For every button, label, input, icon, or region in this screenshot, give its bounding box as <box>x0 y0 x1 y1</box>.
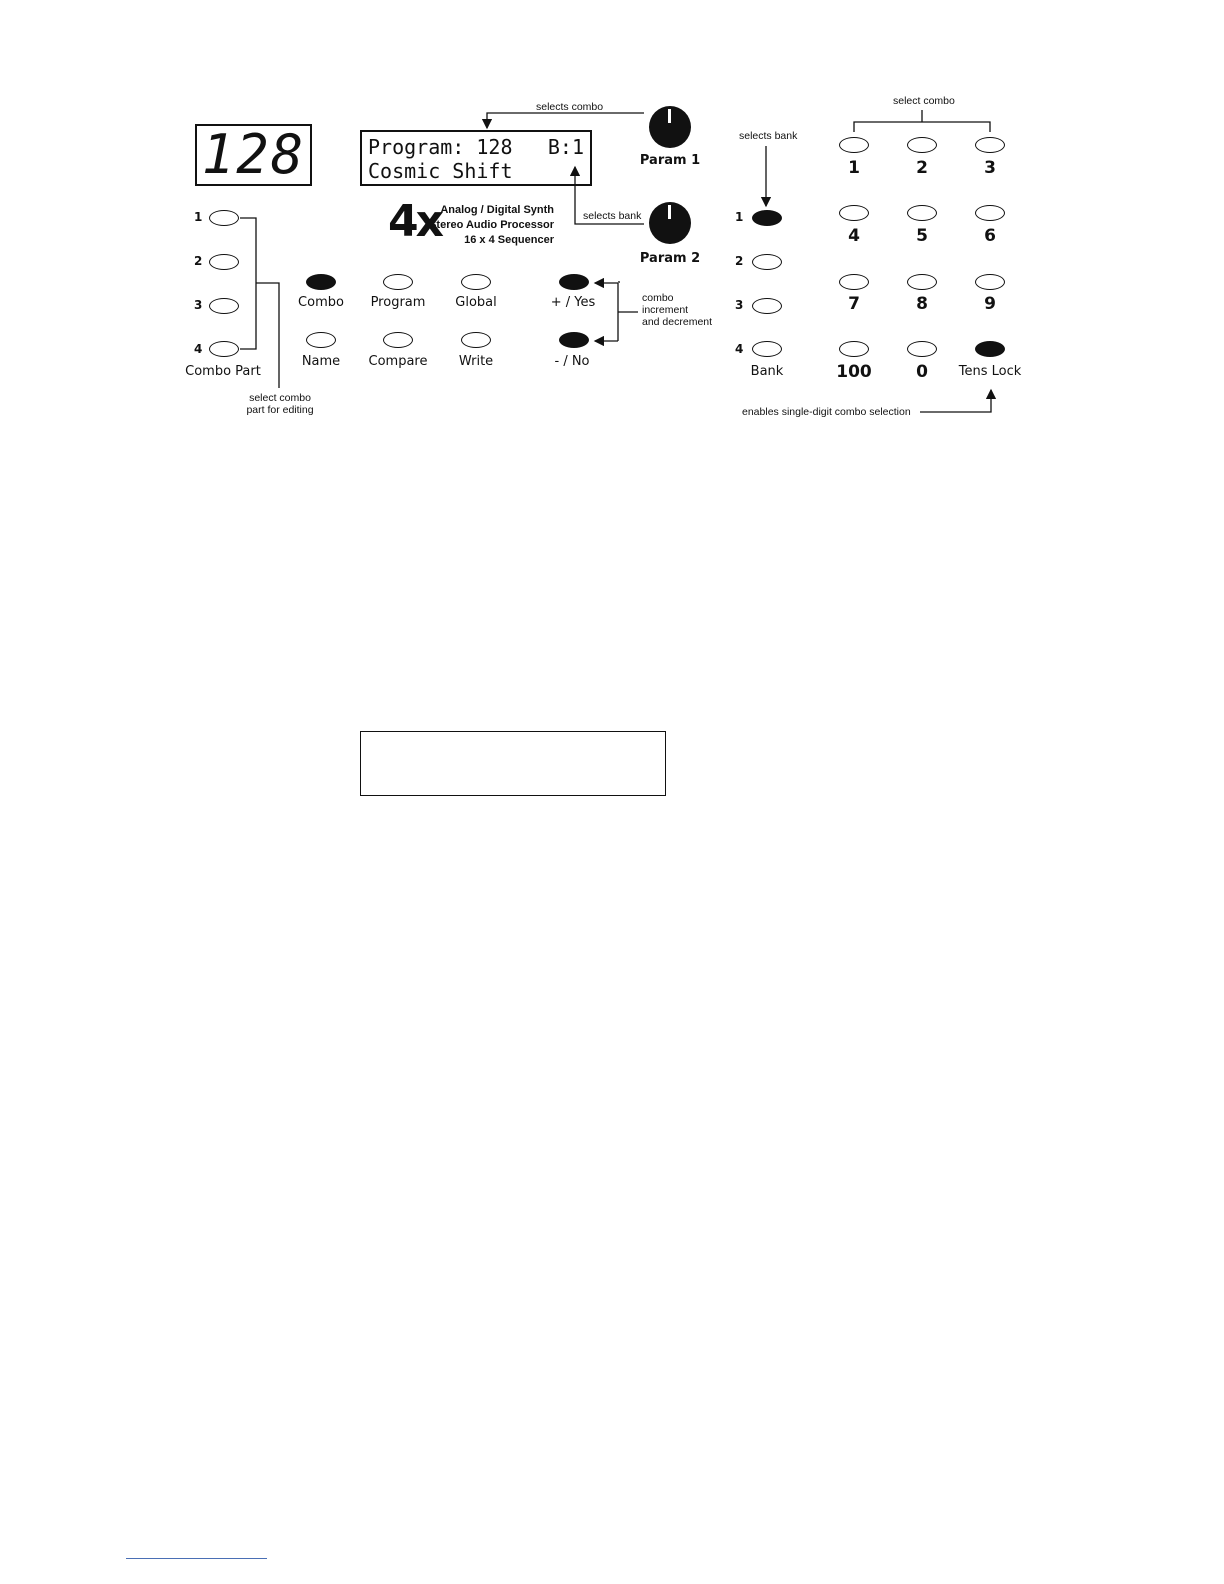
annotation-combo-inc-dec-line-1: combo <box>642 292 674 304</box>
numpad-3-label: 3 <box>984 158 996 178</box>
numpad-5-label: 5 <box>916 226 928 246</box>
combo-part-number-2: 2 <box>194 254 203 268</box>
compare-button[interactable] <box>383 332 413 348</box>
annotation-combo-inc-dec-line-3: and decrement <box>642 316 713 328</box>
annotation-select-combo: select combo <box>893 95 955 107</box>
tens-lock-button[interactable] <box>975 341 1005 357</box>
logo-tagline-2: Stereo Audio Processor <box>429 219 554 231</box>
write-button[interactable] <box>461 332 491 348</box>
numpad-9-label: 9 <box>984 294 996 314</box>
numpad-8-button[interactable] <box>907 274 937 290</box>
combo-button[interactable] <box>306 274 336 290</box>
footnote-divider <box>126 1558 267 1559</box>
segment-display <box>195 124 312 186</box>
numpad-3-button[interactable] <box>975 137 1005 153</box>
bank-3-button[interactable] <box>752 298 782 314</box>
numpad-7-button[interactable] <box>839 274 869 290</box>
plus-yes-button[interactable] <box>559 274 589 290</box>
logo-tagline-1: Analog / Digital Synth <box>440 204 554 216</box>
combo-part-number-3: 3 <box>194 298 203 312</box>
bank-4-button[interactable] <box>752 341 782 357</box>
program-button-label: Program <box>370 295 426 310</box>
numpad-0-label: 0 <box>916 362 928 382</box>
param2-label: Param 2 <box>639 251 701 266</box>
logo-mark: 4x <box>388 196 441 247</box>
numpad-1-button[interactable] <box>839 137 869 153</box>
program-button[interactable] <box>383 274 413 290</box>
plus-yes-button-label: + / Yes <box>550 295 596 310</box>
tens-lock-label: Tens Lock <box>958 364 1022 379</box>
combo-part-label: Combo Part <box>185 364 261 379</box>
numpad-100-label: 100 <box>836 362 872 382</box>
numpad-8-label: 8 <box>916 294 928 314</box>
segment-display-value: 128 <box>201 123 306 186</box>
numpad-4-button[interactable] <box>839 205 869 221</box>
bank-number-2: 2 <box>735 254 744 268</box>
numpad-100-button[interactable] <box>839 341 869 357</box>
combo-part-2-button[interactable] <box>209 254 239 270</box>
logo-tagline-3: 16 x 4 Sequencer <box>464 234 554 246</box>
annotation-combo-inc-dec-line-2: increment <box>642 304 689 316</box>
global-button[interactable] <box>461 274 491 290</box>
param1-knob[interactable] <box>649 106 691 148</box>
combo-part-3-button[interactable] <box>209 298 239 314</box>
name-button-label: Name <box>301 354 341 369</box>
annotation-tens-lock: enables single-digit combo selection <box>742 406 911 418</box>
bank-number-4: 4 <box>735 342 744 356</box>
numpad-9-button[interactable] <box>975 274 1005 290</box>
numpad-5-button[interactable] <box>907 205 937 221</box>
param2-knob[interactable] <box>649 202 691 244</box>
combo-part-number-4: 4 <box>194 342 203 356</box>
compare-button-label: Compare <box>368 354 428 369</box>
bank-2-button[interactable] <box>752 254 782 270</box>
lcd-line-2: Cosmic Shift <box>368 159 513 183</box>
write-button-label: Write <box>458 354 494 369</box>
numpad-4-label: 4 <box>848 226 860 246</box>
annotation-select-combo-part-line-1: select combo <box>249 392 311 404</box>
param1-label: Param 1 <box>639 153 701 168</box>
global-button-label: Global <box>455 295 497 310</box>
annotation-selects-bank-knob: selects bank <box>583 210 642 222</box>
bank-label: Bank <box>750 364 784 379</box>
numpad-6-label: 6 <box>984 226 996 246</box>
lcd-screen <box>360 130 592 186</box>
lcd-line-1: Program: 128 <box>368 135 513 159</box>
annotation-select-combo-part-line-2: part for editing <box>246 404 314 416</box>
minus-no-button-label: - / No <box>554 354 590 369</box>
bank-number-1: 1 <box>735 210 744 224</box>
name-button[interactable] <box>306 332 336 348</box>
bank-number-3: 3 <box>735 298 744 312</box>
combo-button-label: Combo <box>298 295 344 310</box>
numpad-2-button[interactable] <box>907 137 937 153</box>
numpad-7-label: 7 <box>848 294 860 314</box>
annotation-select-combo-part <box>246 392 314 416</box>
combo-part-4-button[interactable] <box>209 341 239 357</box>
combo-part-number-1: 1 <box>194 210 203 224</box>
annotation-combo-inc-dec <box>642 292 712 328</box>
minus-no-button[interactable] <box>559 332 589 348</box>
empty-caption-box <box>360 731 666 796</box>
numpad-6-button[interactable] <box>975 205 1005 221</box>
numpad-2-label: 2 <box>916 158 928 178</box>
combo-part-1-button[interactable] <box>209 210 239 226</box>
numpad-1-label: 1 <box>848 158 860 178</box>
lcd-bank-indicator: B:1 <box>547 135 584 159</box>
annotation-selects-bank: selects bank <box>739 130 798 142</box>
numpad-0-button[interactable] <box>907 341 937 357</box>
bank-1-button[interactable] <box>752 210 782 226</box>
annotation-selects-combo: selects combo <box>536 101 604 113</box>
